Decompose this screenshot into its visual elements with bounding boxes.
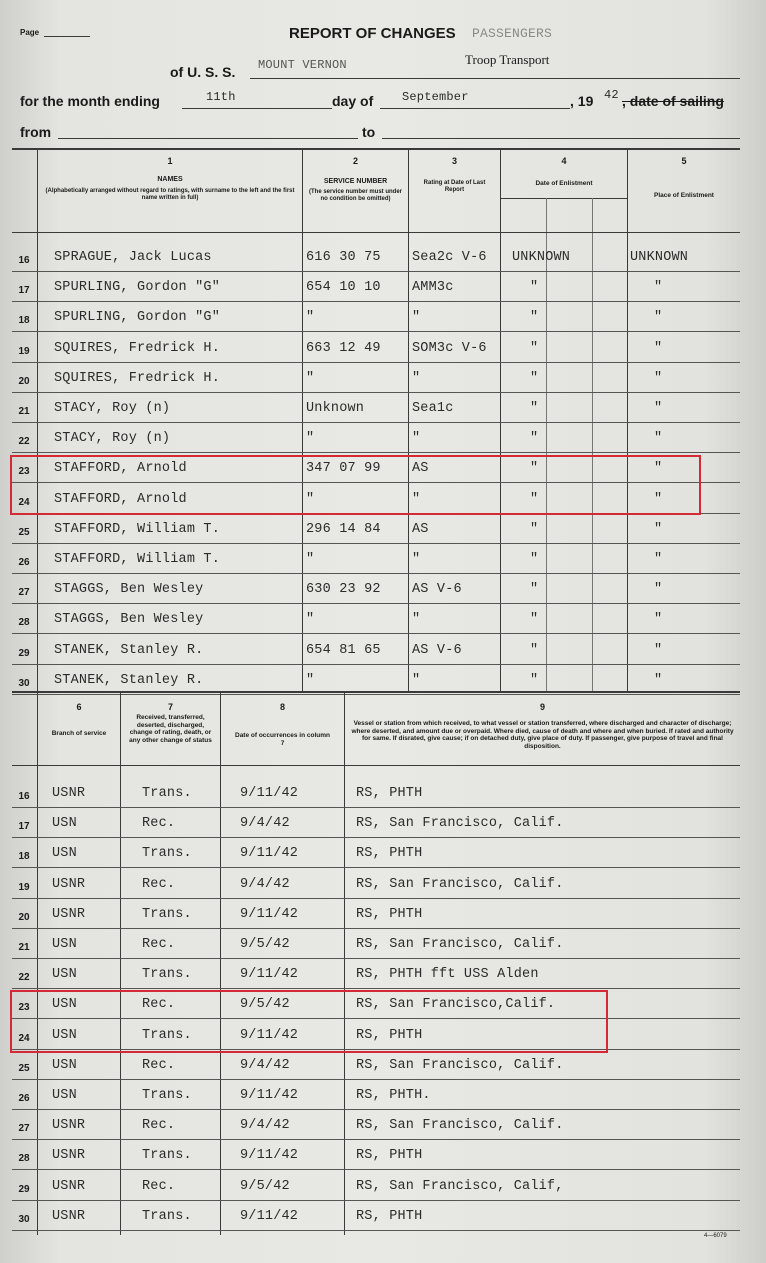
rating: AS	[412, 461, 429, 476]
row-number: 25	[18, 1063, 30, 1074]
row-number: 22	[18, 436, 30, 447]
enlistment-place: "	[654, 461, 663, 476]
service-number: 296 14 84	[306, 522, 381, 537]
branch-of-service: USN	[52, 816, 77, 831]
passenger-name: SPURLING, Gordon "G"	[54, 280, 221, 295]
row-number: 28	[18, 617, 30, 628]
row-number: 27	[18, 1123, 30, 1134]
enlistment-date: "	[530, 371, 539, 386]
rating: "	[412, 371, 421, 386]
status-change: Rec.	[142, 1058, 176, 1073]
occurrence-date: 9/11/42	[240, 907, 299, 922]
row-number: 30	[18, 678, 30, 689]
sailing-label: , date of sailing	[622, 93, 724, 109]
occurrence-date: 9/5/42	[240, 997, 290, 1012]
enlistment-place: "	[654, 431, 663, 446]
row-number: 25	[18, 527, 30, 538]
rating: "	[412, 612, 421, 627]
col-enlist-place-header: 5 Place of Enlistment	[654, 156, 714, 199]
rating: "	[412, 492, 421, 507]
day-label: day of	[332, 93, 374, 109]
enlistment-place: "	[654, 371, 663, 386]
row-number: 26	[18, 1093, 30, 1104]
service-number: 654 81 65	[306, 643, 381, 658]
row-number: 28	[18, 1153, 30, 1164]
occurrence-date: 9/4/42	[240, 1058, 290, 1073]
enlistment-place: UNKNOWN	[630, 250, 689, 265]
title-suffix: PASSENGERS	[472, 26, 553, 41]
passenger-name: STAFFORD, William T.	[54, 522, 221, 537]
row-number: 20	[18, 912, 30, 923]
branch-of-service: USNR	[52, 786, 86, 801]
enlistment-date: "	[530, 401, 539, 416]
of-uss-label: of U. S. S.	[170, 64, 236, 80]
station-details: RS, San Francisco, Calif,	[356, 1179, 564, 1194]
row-number: 16	[18, 791, 30, 802]
row-number: 23	[18, 1002, 30, 1013]
occurrence-date: 9/5/42	[240, 1179, 290, 1194]
enlistment-place: "	[654, 673, 663, 688]
service-number: Unknown	[306, 401, 365, 416]
service-number: "	[306, 612, 315, 627]
row-number: 29	[18, 648, 30, 659]
enlistment-date: "	[530, 492, 539, 507]
enlistment-date: "	[530, 341, 539, 356]
ship-name: MOUNT VERNON	[258, 58, 347, 72]
status-change: Rec.	[142, 937, 176, 952]
station-details: RS, PHTH	[356, 786, 423, 801]
status-change: Rec.	[142, 1179, 176, 1194]
ship-note: Troop Transport	[465, 52, 550, 67]
rating: Sea2c V-6	[412, 250, 487, 265]
enlistment-place: "	[654, 522, 663, 537]
rating: "	[412, 431, 421, 446]
passenger-name: STAFFORD, Arnold	[54, 461, 187, 476]
service-number: "	[306, 552, 315, 567]
branch-of-service: USN	[52, 1028, 77, 1043]
passenger-name: STAFFORD, William T.	[54, 552, 221, 567]
station-details: RS, PHTH	[356, 846, 423, 861]
enlistment-date: "	[530, 673, 539, 688]
enlistment-place: "	[654, 552, 663, 567]
station-details: RS, San Francisco, Calif.	[356, 1118, 564, 1133]
month-label: for the month ending	[20, 93, 160, 109]
row-number: 18	[18, 851, 30, 862]
col-branch-header: 6 Branch of service	[51, 702, 107, 737]
branch-of-service: USNR	[52, 1118, 86, 1133]
status-change: Rec.	[142, 1118, 176, 1133]
status-change: Rec.	[142, 877, 176, 892]
branch-of-service: USN	[52, 1058, 77, 1073]
station-details: RS, PHTH fft USS Alden	[356, 967, 539, 982]
station-details: RS, San Francisco,Calif.	[356, 997, 556, 1012]
month-value: September	[402, 90, 469, 104]
row-number: 24	[18, 497, 30, 508]
service-number: "	[306, 431, 315, 446]
col-date-occurrence-header: 8 Date of occurrences in column 7	[235, 702, 330, 747]
branch-of-service: USN	[52, 846, 77, 861]
row-number: 19	[18, 346, 30, 357]
status-change: Trans.	[142, 967, 192, 982]
col-names-header: 1 NAMES (Alphabetically arranged without regard to ratings, with surname to the left and the first name written in full)	[45, 156, 295, 201]
row-number: 16	[18, 255, 30, 266]
branch-of-service: USNR	[52, 907, 86, 922]
service-number: "	[306, 371, 315, 386]
branch-of-service: USNR	[52, 877, 86, 892]
branch-of-service: USN	[52, 967, 77, 982]
enlistment-date: "	[530, 643, 539, 658]
row-number: 26	[18, 557, 30, 568]
col-status-header: 7 Received, transferred, deserted, discharged, change of rating, death, or any other change of status	[129, 702, 212, 744]
status-change: Trans.	[142, 786, 192, 801]
occurrence-date: 9/5/42	[240, 937, 290, 952]
occurrence-date: 9/11/42	[240, 1028, 299, 1043]
rating: "	[412, 552, 421, 567]
highlight-box-bottom	[10, 990, 608, 1053]
station-details: RS, San Francisco, Calif.	[356, 937, 564, 952]
occurrence-date: 9/11/42	[240, 786, 299, 801]
enlistment-place: "	[654, 582, 663, 597]
passenger-name: SQUIRES, Fredrick H.	[54, 371, 221, 386]
service-number: 663 12 49	[306, 341, 381, 356]
station-details: RS, PHTH	[356, 1028, 423, 1043]
from-label: from	[20, 124, 52, 140]
enlistment-date: "	[530, 310, 539, 325]
page-label: Page	[20, 28, 40, 37]
row-number: 21	[18, 942, 30, 953]
branch-of-service: USN	[52, 1088, 77, 1103]
enlistment-place: "	[654, 612, 663, 627]
occurrence-date: 9/4/42	[240, 816, 290, 831]
station-details: RS, PHTH.	[356, 1088, 431, 1103]
branch-of-service: USN	[52, 937, 77, 952]
branch-of-service: USNR	[52, 1179, 86, 1194]
row-number: 20	[18, 376, 30, 387]
enlistment-place: "	[654, 310, 663, 325]
status-change: Trans.	[142, 1088, 192, 1103]
status-change: Rec.	[142, 816, 176, 831]
station-details: RS, PHTH	[356, 907, 423, 922]
day-value: 11th	[206, 90, 236, 104]
col-enlist-date-header: 4 Date of Enlistment	[535, 156, 593, 187]
enlistment-place: "	[654, 643, 663, 658]
status-change: Trans.	[142, 846, 192, 861]
service-number: "	[306, 673, 315, 688]
rating: AMM3c	[412, 280, 454, 295]
form-code: 4—6079	[704, 1233, 727, 1239]
passenger-name: STAFFORD, Arnold	[54, 492, 187, 507]
passenger-name: STAGGS, Ben Wesley	[54, 612, 204, 627]
col-rating-header: 3 Rating at Date of Last Report	[423, 156, 486, 193]
passenger-name: STACY, Roy (n)	[54, 431, 171, 446]
row-number: 22	[18, 972, 30, 983]
row-number: 21	[18, 406, 30, 417]
branch-of-service: USNR	[52, 1209, 86, 1224]
passenger-name: STAGGS, Ben Wesley	[54, 582, 204, 597]
station-details: RS, San Francisco, Calif.	[356, 1058, 564, 1073]
service-number: 630 23 92	[306, 582, 381, 597]
passenger-name: SQUIRES, Fredrick H.	[54, 341, 221, 356]
branch-of-service: USN	[52, 997, 77, 1012]
service-number: 616 30 75	[306, 250, 381, 265]
status-change: Trans.	[142, 907, 192, 922]
station-details: RS, PHTH	[356, 1209, 423, 1224]
occurrence-date: 9/11/42	[240, 967, 299, 982]
enlistment-place: "	[654, 341, 663, 356]
enlistment-date: "	[530, 612, 539, 627]
rating: "	[412, 673, 421, 688]
highlight-box-top	[10, 455, 701, 515]
enlistment-date: UNKNOWN	[512, 250, 571, 265]
row-number: 17	[18, 285, 30, 296]
occurrence-date: 9/11/42	[240, 1088, 299, 1103]
rating: Sea1c	[412, 401, 454, 416]
enlistment-date: "	[530, 552, 539, 567]
row-number: 24	[18, 1033, 30, 1044]
service-number: "	[306, 492, 315, 507]
station-details: RS, San Francisco, Calif.	[356, 877, 564, 892]
enlistment-date: "	[530, 431, 539, 446]
rating: "	[412, 310, 421, 325]
col-service-header: 2 SERVICE NUMBER (The service number must under no condition be omitted)	[308, 156, 403, 202]
row-number: 18	[18, 315, 30, 326]
year-value: 42	[604, 88, 619, 102]
occurrence-date: 9/4/42	[240, 877, 290, 892]
to-label: to	[362, 124, 376, 140]
enlistment-date: "	[530, 582, 539, 597]
enlistment-place: "	[654, 280, 663, 295]
status-change: Trans.	[142, 1148, 192, 1163]
passenger-name: SPURLING, Gordon "G"	[54, 310, 221, 325]
rating: SOM3c V-6	[412, 341, 487, 356]
enlistment-date: "	[530, 522, 539, 537]
status-change: Rec.	[142, 997, 176, 1012]
row-number: 29	[18, 1184, 30, 1195]
status-change: Trans.	[142, 1028, 192, 1043]
status-change: Trans.	[142, 1209, 192, 1224]
occurrence-date: 9/11/42	[240, 1209, 299, 1224]
rating: AS V-6	[412, 582, 462, 597]
occurrence-date: 9/11/42	[240, 846, 299, 861]
service-number: 654 10 10	[306, 280, 381, 295]
station-details: RS, PHTH	[356, 1148, 423, 1163]
enlistment-place: "	[654, 492, 663, 507]
enlistment-date: "	[530, 280, 539, 295]
branch-of-service: USNR	[52, 1148, 86, 1163]
passenger-name: STACY, Roy (n)	[54, 401, 171, 416]
row-number: 19	[18, 882, 30, 893]
rating: AS	[412, 522, 429, 537]
enlistment-date: "	[530, 461, 539, 476]
service-number: "	[306, 310, 315, 325]
occurrence-date: 9/4/42	[240, 1118, 290, 1133]
passenger-name: STANEK, Stanley R.	[54, 673, 204, 688]
station-details: RS, San Francisco, Calif.	[356, 816, 564, 831]
occurrence-date: 9/11/42	[240, 1148, 299, 1163]
row-number: 23	[18, 466, 30, 477]
row-number: 27	[18, 587, 30, 598]
row-number: 30	[18, 1214, 30, 1225]
row-number: 17	[18, 821, 30, 832]
col-station-header: 9 Vessel or station from which received, to what vessel or station transferred, where discharged and character of discharge; where deserted, and amount due or overpaid. Where died, cause of death and where and when buried. If rated and authority for same. If disrated, give cause; if on detached duty, give place of duty. If passenger, give purpose of travel and final disposition.	[351, 702, 734, 750]
page-title: REPORT OF CHANGES	[289, 25, 456, 42]
passenger-name: SPRAGUE, Jack Lucas	[54, 250, 212, 265]
year-prefix: , 19	[570, 93, 594, 109]
passenger-name: STANEK, Stanley R.	[54, 643, 204, 658]
rating: AS V-6	[412, 643, 462, 658]
service-number: 347 07 99	[306, 461, 381, 476]
enlistment-place: "	[654, 401, 663, 416]
